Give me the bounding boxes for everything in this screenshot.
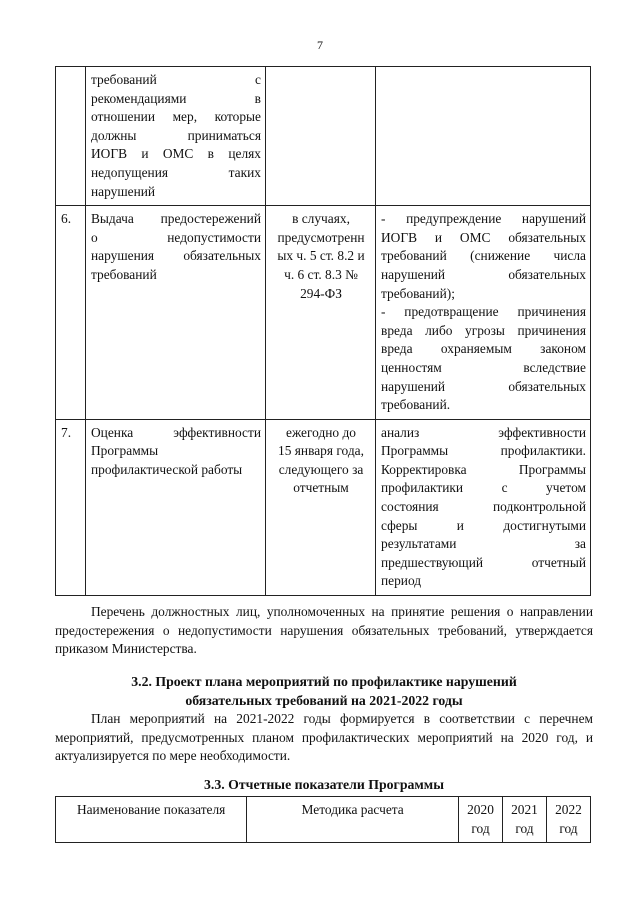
cell-line: предусмотренн xyxy=(277,229,365,245)
cell-number xyxy=(56,67,86,206)
cell-period xyxy=(266,67,376,206)
cell-line: о недопустимости xyxy=(91,229,261,245)
table-row xyxy=(56,206,591,420)
cell-line: анализ эффективности xyxy=(381,424,586,440)
section-3-2-heading-line1: 3.2. Проект плана мероприятий по профилактике нарушений xyxy=(131,674,517,689)
cell-measure xyxy=(86,67,266,206)
cell-line: следующего за xyxy=(278,461,364,477)
cell-number: 6. xyxy=(56,206,86,420)
cell-line: недопущения таких xyxy=(91,164,261,180)
cell-line: - предотвращение причинения xyxy=(381,304,586,320)
cell-line: Программы xyxy=(91,443,159,459)
cell-line: Выдача предостережений xyxy=(91,211,261,227)
header-calc-method: Методика расчета xyxy=(247,797,459,843)
header-year-2022: 2022 год xyxy=(546,797,590,843)
section-3-2-heading-line2: обязательных требований на 2021-2022 годы xyxy=(185,692,463,708)
header-year-2021: 2021 год xyxy=(503,797,547,843)
cell-line: ежегодно до xyxy=(286,424,356,440)
cell-line: Программы профилактики. xyxy=(381,443,586,459)
cell-line: Оценка эффективности xyxy=(91,424,261,440)
cell-line: ИОГВ и ОМС обязательных xyxy=(381,229,586,245)
cell-measure xyxy=(86,419,266,595)
cell-result xyxy=(376,419,591,595)
cell-line: нарушений xyxy=(91,183,156,199)
section-3-2-heading xyxy=(55,673,593,710)
cell-measure xyxy=(86,206,266,420)
cell-line: нарушений обязательных xyxy=(381,378,586,394)
cell-line: период xyxy=(381,573,422,589)
cell-line: профилактической работы xyxy=(91,461,243,477)
cell-line: вреда либо угрозы причинения xyxy=(381,322,586,338)
cell-line: 294-ФЗ xyxy=(300,285,342,301)
cell-line: 15 января года, xyxy=(278,443,364,459)
cell-line: нарушения обязательных xyxy=(91,248,261,264)
officials-paragraph: Перечень должностных лиц, уполномоченных на принятие решения о направлении предостережения о недопустимости нарушения обязательных требований, утверждается приказом Министерства. xyxy=(55,604,593,657)
section-3-3-heading: 3.3. Отчетные показатели Программы xyxy=(204,777,444,792)
table-row xyxy=(56,419,591,595)
cell-line: предшествующий отчетный xyxy=(381,554,586,570)
cell-line: требований xyxy=(91,266,157,282)
measures-table xyxy=(55,66,591,596)
indicators-table xyxy=(55,796,591,843)
header-indicator-name: Наименование показателя xyxy=(56,797,247,843)
cell-line: требований с xyxy=(91,72,261,87)
cell-line: Корректировка Программы xyxy=(381,461,586,477)
table-row-continuation xyxy=(56,67,591,206)
cell-line: отчетным xyxy=(293,480,349,496)
cell-line: ценностям вследствие xyxy=(381,359,586,375)
cell-line: должны приниматься xyxy=(91,127,261,143)
cell-line: ч. 6 ст. 8.3 № xyxy=(284,266,358,282)
cell-line: требований); xyxy=(381,285,455,301)
cell-line: требований. xyxy=(381,397,451,413)
cell-line: требований (снижение числа xyxy=(381,248,586,264)
cell-line: вреда охраняемым законом xyxy=(381,341,586,357)
cell-period xyxy=(266,419,376,595)
header-year-2020: 2020 год xyxy=(459,797,503,843)
cell-line: отношении мер, которые xyxy=(91,109,261,125)
page-number: 7 xyxy=(317,38,323,52)
cell-result xyxy=(376,206,591,420)
cell-line: ых ч. 5 ст. 8.2 и xyxy=(277,248,365,264)
cell-line: результатами за xyxy=(381,536,586,552)
plan-paragraph: План мероприятий на 2021-2022 годы формируется в соответствии с перечнем мероприятий, предусмотренных планом профилактических мероприятий на 2020 год, и актуализируется по мере необходимости. xyxy=(55,711,593,764)
cell-line: ИОГВ и ОМС в целях xyxy=(91,146,261,162)
cell-line: состояния подконтрольной xyxy=(381,499,586,515)
cell-line: рекомендациями в xyxy=(91,90,261,106)
cell-line: сферы и достигнутыми xyxy=(381,517,586,533)
cell-result xyxy=(376,67,591,206)
cell-line: профилактики с учетом xyxy=(381,480,586,496)
cell-line: в случаях, xyxy=(292,211,350,227)
cell-period xyxy=(266,206,376,420)
cell-line: - предупреждение нарушений xyxy=(381,211,586,227)
indicators-header-row xyxy=(56,797,591,843)
cell-line: нарушений обязательных xyxy=(381,266,586,282)
cell-number: 7. xyxy=(56,419,86,595)
